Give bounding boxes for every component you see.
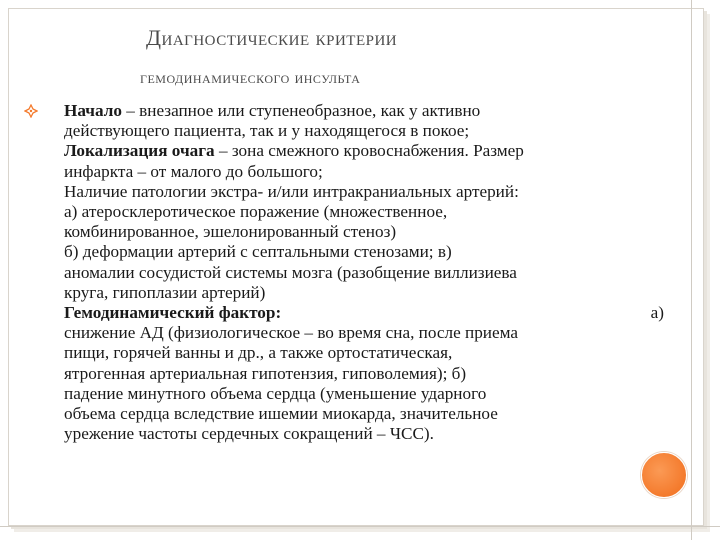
onset-label: Начало — [64, 101, 122, 120]
body-line: урежение частоты сердечных сокращений – ЧСС). — [64, 424, 434, 444]
body-line: Наличие патологии экстра- и/или интракраниальных артерий: — [64, 181, 519, 201]
body-line: пищи, горячей ванны и др., а также ортостатическая, — [64, 343, 453, 363]
hemodynamic-factor-label: Гемодинамический фактор: — [64, 303, 282, 323]
localization-label: Локализация очага — [64, 141, 215, 161]
body-line: Начало – внезапное или ступенеобразное, как у активно — [64, 101, 481, 120]
body-line: комбинированное, эшелонированный стеноз) — [64, 222, 397, 242]
slide-title — [140, 22, 560, 92]
body-line: Локализация очага – зона смежного кровоснабжения. Размер — [64, 141, 524, 161]
slide-edge-vertical — [691, 0, 692, 540]
title-line-1: Диагностические критерии — [146, 25, 398, 50]
diamond-bullet-icon — [24, 104, 38, 118]
body-line: ятрогенная артериальная гипотензия, гиповолемия); б) — [64, 363, 467, 383]
body-line: падение минутного объема сердца (уменьшение ударного — [64, 383, 487, 403]
slide-edge-horizontal — [0, 526, 720, 527]
slide-body — [64, 101, 664, 444]
body-line: б) деформации артерий с септальными стенозами; в) — [64, 242, 452, 262]
body-line: инфаркта – от малого до большого; — [64, 161, 323, 181]
body-line: действующего пациента, так и у находящегося в покое; — [64, 121, 470, 141]
body-line: а) атеросклеротическое поражение (множественное, — [64, 202, 448, 222]
body-line: объема сердца вследствие ишемии миокарда, значительное — [64, 404, 498, 424]
orange-circle-decoration — [641, 452, 687, 498]
body-line: Гемодинамический фактор: а) — [64, 303, 664, 323]
body-line: круга, гипоплазии артерий) — [64, 282, 266, 302]
body-line: аномалии сосудистой системы мозга (разобщение виллизиева — [64, 262, 517, 282]
title-line-2: гемодинамического инсульта — [140, 68, 361, 87]
body-line: снижение АД (физиологическое – во время сна, после приема — [64, 323, 519, 343]
